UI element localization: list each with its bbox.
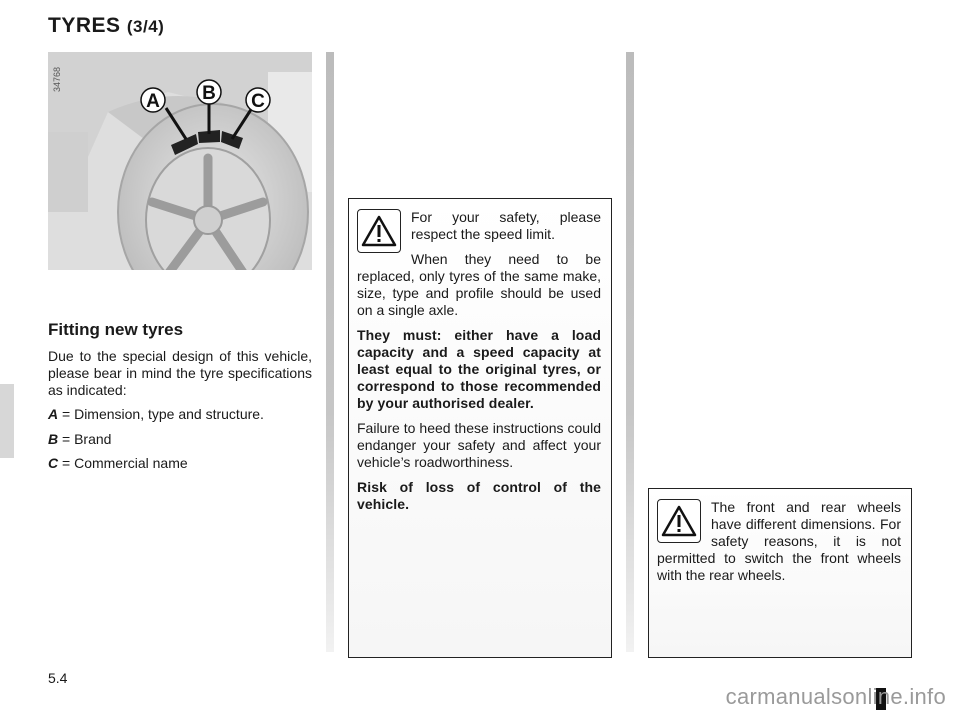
- legend-item-b: [48, 431, 312, 448]
- warning-wheel-dimensions: The front and rear wheels have different dimensions. For safety reasons, it is not permitted to switch the front wheels with the rear wheels.: [657, 499, 901, 583]
- legend-text: = Dimension, type and structure.: [62, 406, 264, 422]
- legend-item-c: [48, 455, 312, 472]
- legend-text: = Brand: [62, 431, 112, 447]
- label-c: C: [251, 91, 265, 112]
- legend-key: B: [48, 431, 59, 447]
- page-title: [48, 14, 164, 38]
- legend-key: A: [48, 406, 59, 422]
- legend-text: = Commercial name: [62, 455, 188, 471]
- legend-key: C: [48, 455, 59, 471]
- watermark: carmanualsonline.info: [725, 684, 946, 709]
- section-intro: Due to the special design of this vehicle, please bear in mind the tyre specifications as indicated:: [48, 348, 312, 398]
- warning-triangle-icon: [357, 209, 401, 253]
- chapter-tab: [0, 384, 14, 458]
- page-title-subtitle: (3/4): [126, 17, 165, 36]
- warning-consequence: Failure to heed these instructions could endanger your safety and affect your vehicle’s roadworthiness.: [357, 420, 601, 470]
- column-divider-left: [326, 52, 334, 652]
- label-b: B: [202, 83, 216, 104]
- warning-speed-limit: For your safety, please respect the speed limit.: [411, 209, 601, 242]
- warning-replacement: When they need to be replaced, only tyres of the same make, size, type and profile should be used on a single axle.: [357, 251, 601, 318]
- label-a: A: [146, 91, 160, 112]
- column-divider-right: [626, 52, 634, 652]
- warning-requirements: They must: either have a load capacity and a speed capacity at least equal to the original tyres, or correspond to those recommended by your authorised dealer.: [357, 327, 601, 411]
- warning-triangle-icon: [657, 499, 701, 543]
- tyre-illustration: [48, 52, 312, 270]
- figure-id: 34768: [52, 66, 62, 92]
- wheel-dimension-warning-box: [648, 488, 912, 658]
- warning-risk: Risk of loss of control of the vehicle.: [357, 479, 601, 512]
- tyre-drawing: [48, 52, 312, 270]
- section-title: Fitting new tyres: [48, 320, 184, 339]
- legend-item-a: [48, 406, 312, 423]
- page-number: 5.4: [48, 670, 68, 686]
- page-title-text: TYRES: [48, 14, 121, 37]
- safety-warning-box: [348, 198, 612, 658]
